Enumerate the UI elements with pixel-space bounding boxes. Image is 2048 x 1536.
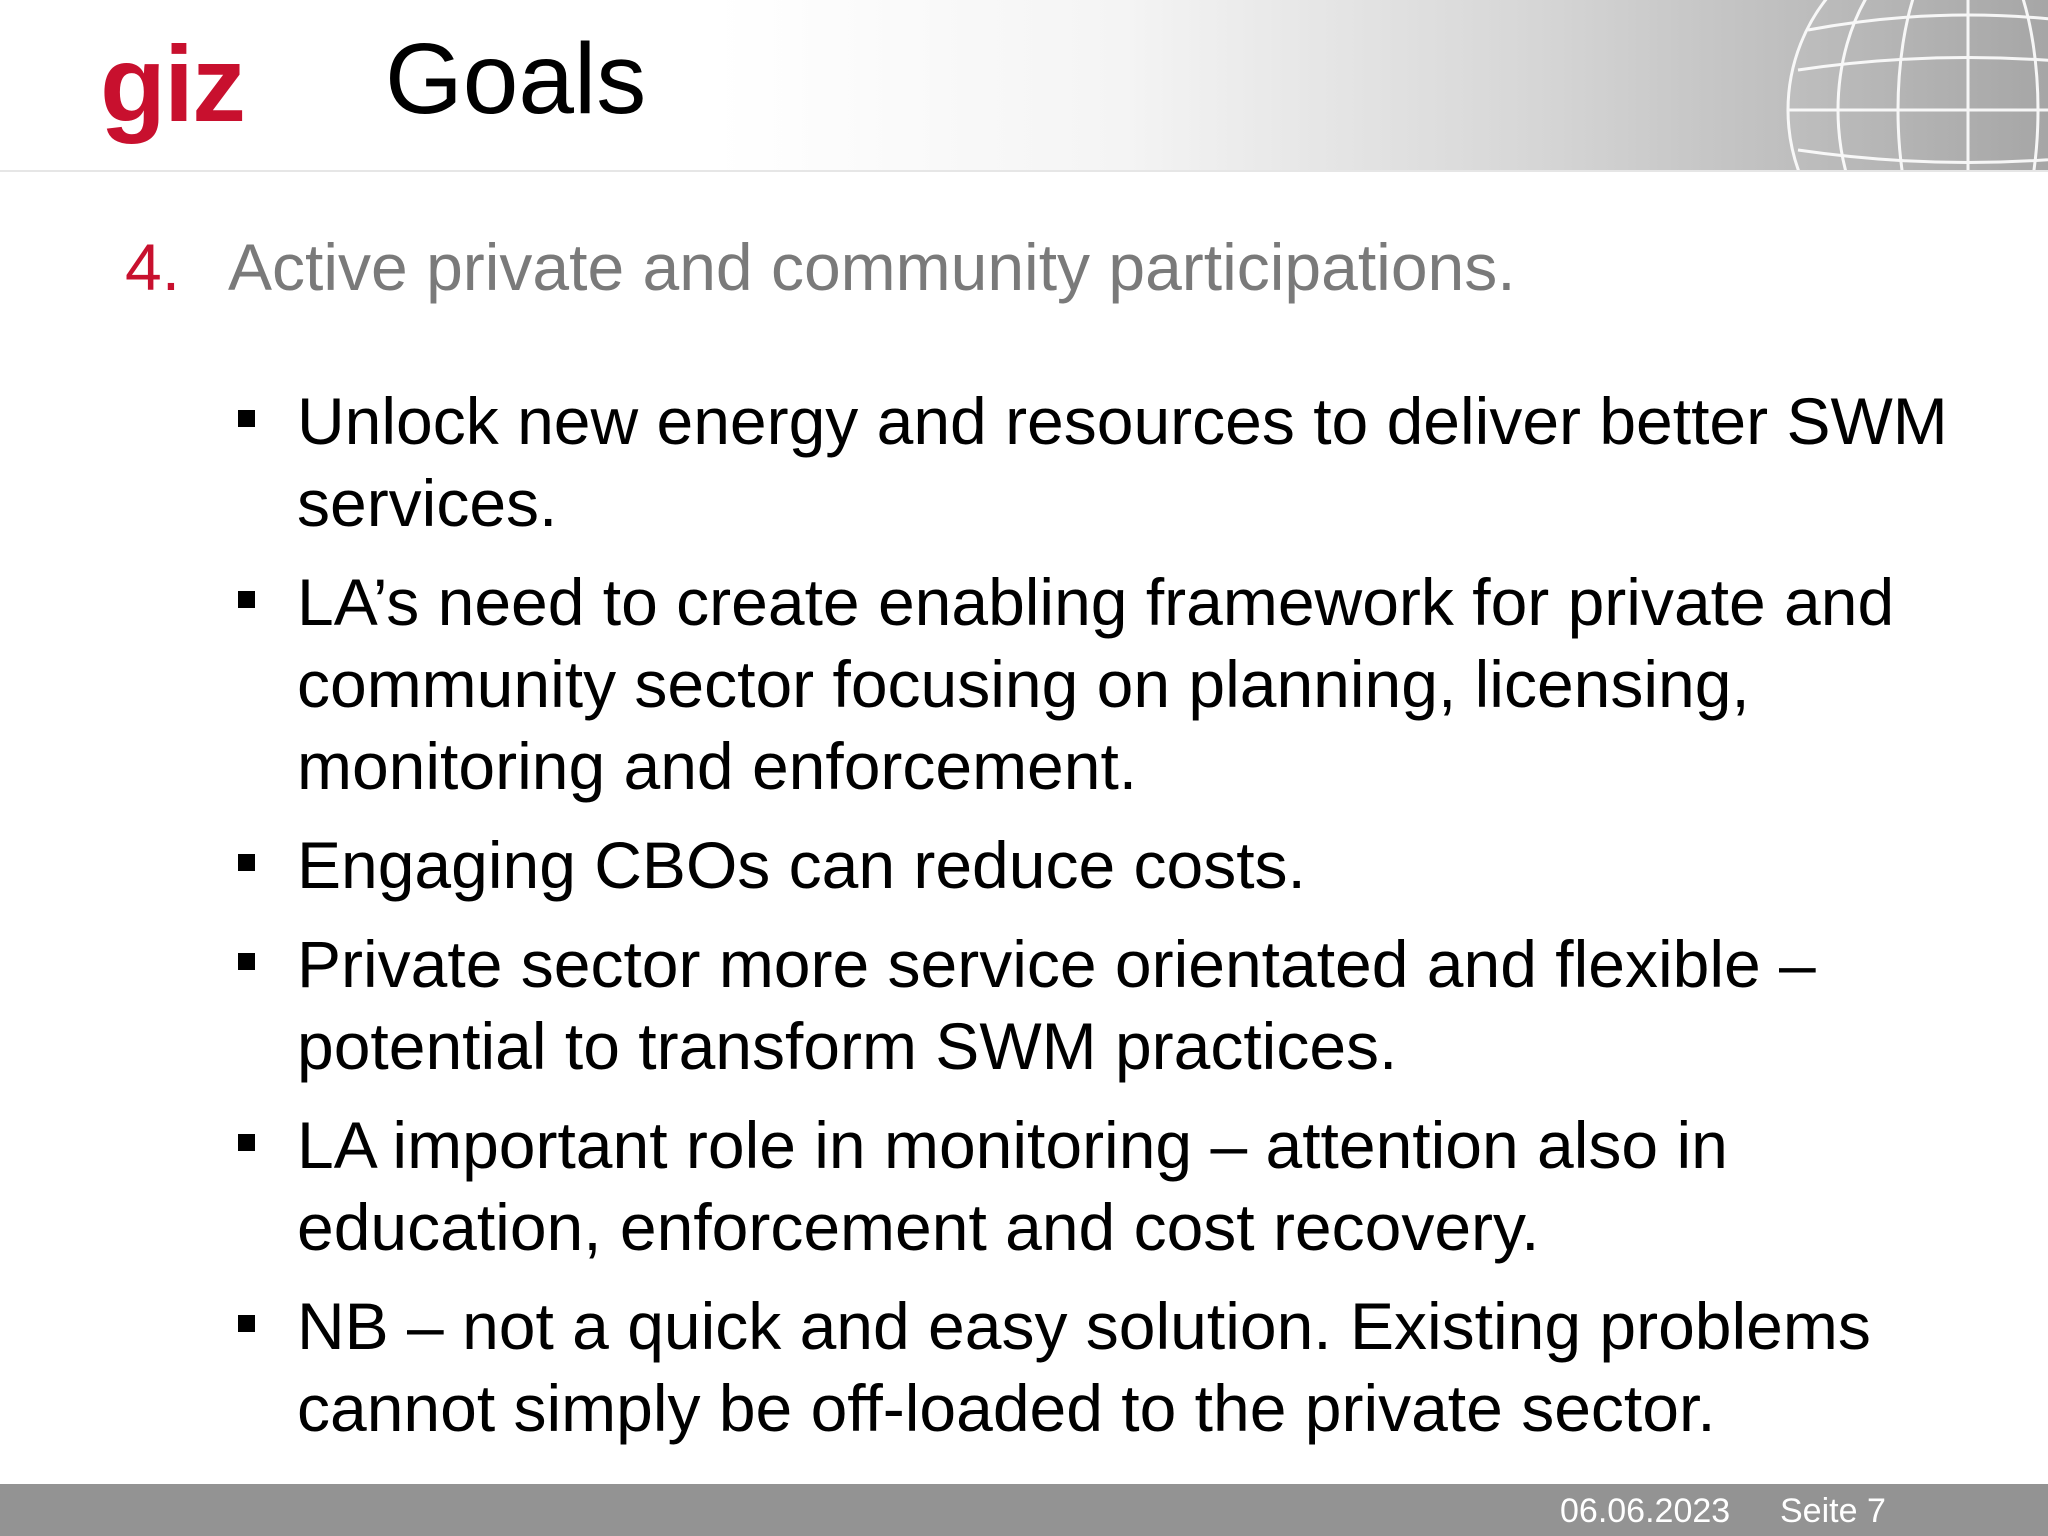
section-number: 4. bbox=[125, 230, 181, 304]
bullet-text: LA’s need to create enabling framework for private and community sector focusing on planning, licensing, monitoring and enforcement. bbox=[297, 565, 1895, 803]
slide-title: Goals bbox=[385, 23, 647, 135]
header-divider bbox=[0, 170, 2048, 172]
square-bullet-icon bbox=[238, 1134, 255, 1151]
bullet-item bbox=[238, 380, 1958, 544]
section-text: Active private and community participations. bbox=[228, 230, 1516, 304]
bullet-text: Private sector more service orientated and flexible – potential to transform SWM practices. bbox=[297, 927, 1816, 1083]
bullet-item bbox=[238, 923, 1958, 1087]
square-bullet-icon bbox=[238, 854, 255, 871]
bullet-text: LA important role in monitoring – attention also in education, enforcement and cost recovery. bbox=[297, 1108, 1728, 1264]
bullet-item bbox=[238, 1285, 1958, 1449]
square-bullet-icon bbox=[238, 410, 255, 427]
giz-logo bbox=[100, 23, 244, 144]
bullet-list bbox=[238, 380, 1958, 1466]
bullet-text: Engaging CBOs can reduce costs. bbox=[297, 828, 1306, 902]
bullet-text: Unlock new energy and resources to deliver better SWM services. bbox=[297, 384, 1948, 540]
footer-date: 06.06.2023 bbox=[1560, 1492, 1731, 1530]
square-bullet-icon bbox=[238, 953, 255, 970]
globe-icon bbox=[1768, 0, 2048, 170]
logo-text: giz bbox=[100, 23, 244, 144]
bullet-item bbox=[238, 1104, 1958, 1268]
page-number: Seite 7 bbox=[1780, 1492, 1886, 1530]
footer-bar bbox=[0, 1484, 2048, 1536]
bullet-item bbox=[238, 561, 1958, 807]
header-bar bbox=[0, 0, 2048, 170]
square-bullet-icon bbox=[238, 1315, 255, 1332]
bullet-item bbox=[238, 824, 1958, 906]
section-heading bbox=[125, 228, 1516, 307]
square-bullet-icon bbox=[238, 591, 255, 608]
bullet-text: NB – not a quick and easy solution. Existing problems cannot simply be off-loaded to the private sector. bbox=[297, 1289, 1871, 1445]
